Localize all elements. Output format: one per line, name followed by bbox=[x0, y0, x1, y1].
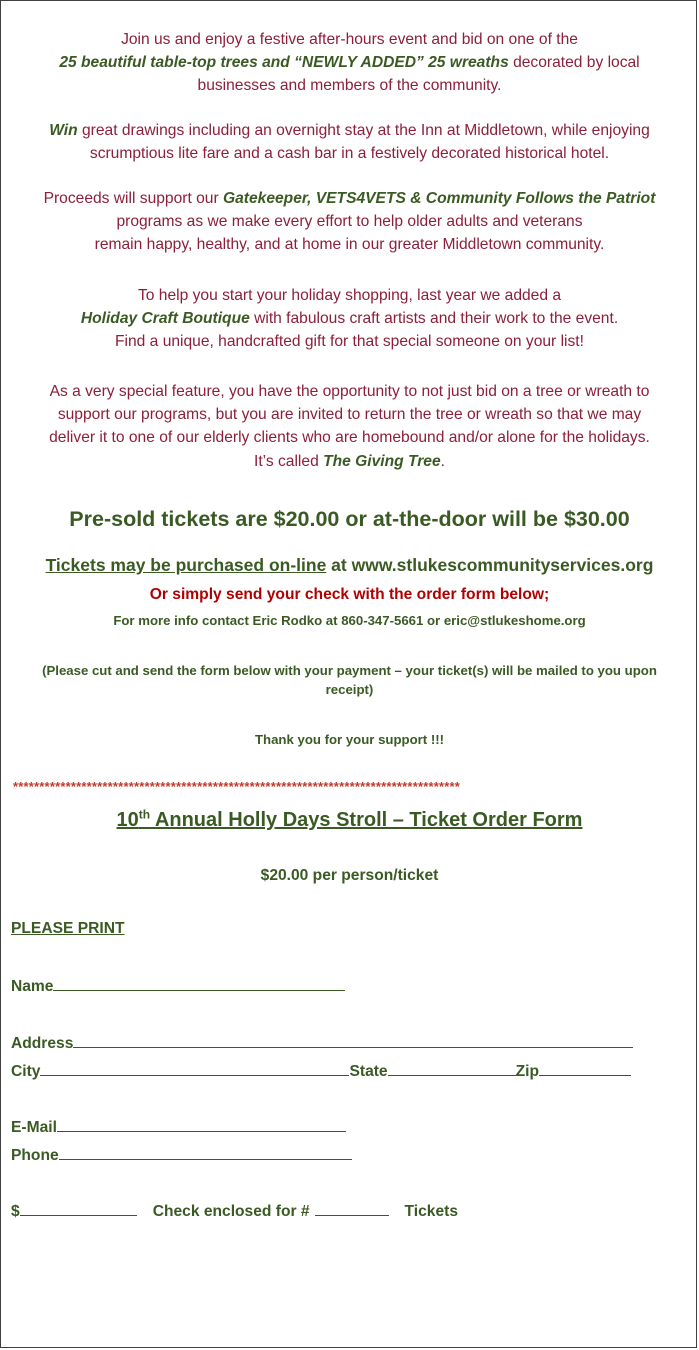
thank-you-line: Thank you for your support !!! bbox=[254, 732, 444, 747]
city-label: City bbox=[11, 1063, 41, 1080]
name-label: Name bbox=[11, 978, 54, 995]
email-field[interactable] bbox=[11, 1117, 346, 1137]
win-line-1: Win great drawings including an overnight stay at the Inn at Middletown, while enjoying bbox=[49, 122, 650, 139]
programs-emphasis: Gatekeeper, VETS4VETS & Community Follows the Patriot bbox=[223, 190, 656, 207]
phone-blank[interactable] bbox=[59, 1145, 352, 1160]
dollar-label: $ bbox=[11, 1203, 20, 1220]
ticket-price-heading: Pre-sold tickets are $20.00 or at-the-door will be $30.00 bbox=[69, 507, 630, 531]
giving-line-3: deliver it to one of our elderly clients who are homebound and/or alone for the holidays. bbox=[49, 429, 650, 446]
giving-line-1: As a very special feature, you have the opportunity to not just bid on a tree or wreath to bbox=[49, 383, 650, 400]
intro-line-3: businesses and members of the community. bbox=[197, 77, 502, 94]
address-blank[interactable] bbox=[73, 1033, 633, 1048]
address-field[interactable] bbox=[11, 1033, 633, 1053]
email-label: E-Mail bbox=[11, 1119, 57, 1136]
giving-tree-emphasis: The Giving Tree bbox=[323, 453, 441, 470]
boutique-line-3: Find a unique, handcrafted gift for that special someone on your list! bbox=[115, 333, 584, 350]
please-print-label: PLEASE PRINT bbox=[11, 920, 125, 937]
proceeds-line-2: programs as we make every effort to help older adults and veterans bbox=[116, 213, 583, 230]
boutique-line-2: Holiday Craft Boutique with fabulous craft artists and their work to the event. bbox=[80, 310, 619, 327]
state-label: State bbox=[349, 1063, 388, 1080]
cut-line-divider: ************************************************************************************* bbox=[13, 779, 461, 794]
city-blank[interactable] bbox=[40, 1061, 349, 1076]
amount-blank[interactable] bbox=[20, 1201, 137, 1216]
ticket-count-blank[interactable] bbox=[315, 1201, 389, 1216]
city-state-zip-row bbox=[11, 1061, 631, 1081]
boutique-emphasis: Holiday Craft Boutique bbox=[80, 310, 250, 327]
intro-line-2: 25 beautiful table-top trees and “NEWLY ADDED” 25 wreaths decorated by local bbox=[59, 54, 640, 71]
phone-field[interactable] bbox=[11, 1145, 352, 1165]
proceeds-line-1: Proceeds will support our Gatekeeper, VETS4VETS & Community Follows the Patriot bbox=[43, 190, 656, 207]
tickets-label: Tickets bbox=[404, 1203, 459, 1220]
state-blank[interactable] bbox=[388, 1061, 516, 1076]
check-line: Or simply send your check with the order form below; bbox=[149, 586, 550, 603]
intro-emphasis: 25 beautiful table-top trees and “NEWLY ADDED” 25 wreaths bbox=[59, 54, 509, 71]
boutique-line-1: To help you start your holiday shopping, last year we added a bbox=[137, 287, 562, 304]
name-field[interactable] bbox=[11, 976, 345, 996]
form-price: $20.00 per person/ticket bbox=[260, 867, 439, 884]
win-emphasis: Win bbox=[49, 122, 78, 139]
form-title: 10th Annual Holly Days Stroll – Ticket Order Form bbox=[116, 807, 583, 831]
giving-line-2: support our programs, but you are invited to return the tree or wreath so that we may bbox=[57, 406, 642, 423]
contact-line: For more info contact Eric Rodko at 860-347-5661 or eric@stlukeshome.org bbox=[113, 613, 586, 628]
check-enclosed-label: Check enclosed for # bbox=[152, 1203, 310, 1220]
giving-line-4: It’s called The Giving Tree. bbox=[254, 453, 445, 470]
email-blank[interactable] bbox=[57, 1117, 346, 1132]
cut-instructions-line-1: (Please cut and send the form below with your payment – your ticket(s) will be mailed to you upon bbox=[42, 663, 657, 678]
address-label: Address bbox=[11, 1035, 74, 1052]
online-purchase-link[interactable]: Tickets may be purchased on-line bbox=[45, 555, 327, 575]
online-purchase-line: Tickets may be purchased on-line at www.stlukescommunityservices.org bbox=[45, 555, 654, 575]
zip-label: Zip bbox=[515, 1063, 539, 1080]
zip-blank[interactable] bbox=[539, 1061, 631, 1076]
payment-row bbox=[11, 1201, 458, 1221]
name-blank[interactable] bbox=[53, 976, 345, 991]
cut-instructions-line-2: receipt) bbox=[325, 682, 374, 697]
win-line-2: scrumptious lite fare and a cash bar in a festively decorated historical hotel. bbox=[89, 145, 610, 162]
proceeds-line-3: remain happy, healthy, and at home in our greater Middletown community. bbox=[94, 236, 605, 253]
intro-line-1: Join us and enjoy a festive after-hours event and bid on one of the bbox=[121, 31, 578, 48]
phone-label: Phone bbox=[11, 1147, 59, 1164]
